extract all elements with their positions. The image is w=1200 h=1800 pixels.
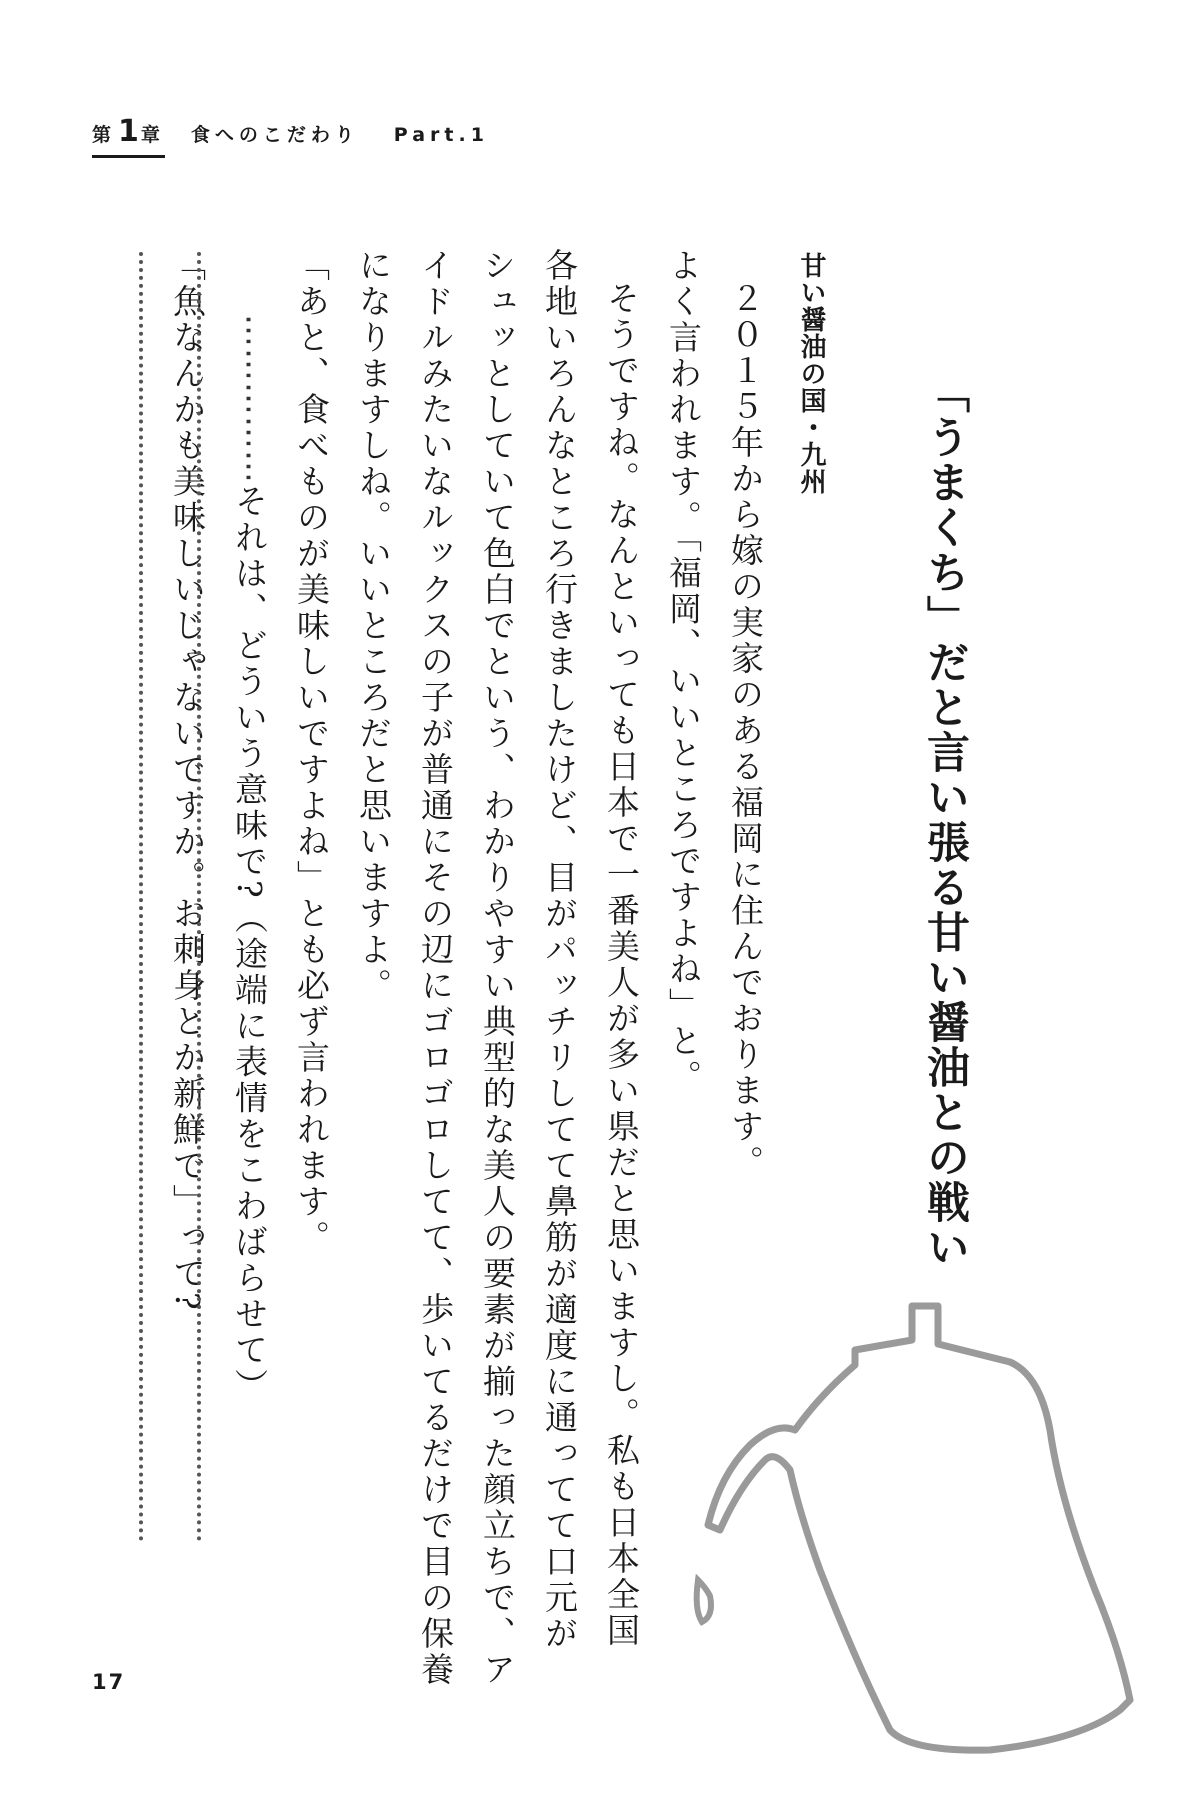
body-line: 各地いろんなところ行きましたけど、目がパッチリしてて鼻筋が適度に通ってて口元が xyxy=(540,248,579,1652)
dotted-rule xyxy=(197,252,201,1542)
body-line: よく言われます。「福岡、いいところですよね」と。 xyxy=(664,248,703,1096)
body-line: ２０１５年から嫁の実家のある福岡に住んでおります。 xyxy=(726,281,765,1181)
dotted-rule xyxy=(139,252,143,1542)
body-line: そうですね。なんといっても日本で一番美人が多い県だと思いますし。私も日本全国 xyxy=(602,281,641,1649)
chapter-label xyxy=(92,114,165,158)
soy-sauce-pot-icon xyxy=(680,1300,1200,1800)
body-line: になりますしね。いいところだと思いますよ。 xyxy=(354,248,393,1004)
page-number: 17 xyxy=(92,1670,126,1694)
leader-dots: ⋯⋯⋯⋯⋯ xyxy=(230,314,269,484)
chapter-suffix: 章 xyxy=(140,124,165,146)
body-line xyxy=(218,248,280,1588)
chapter-number: 1 xyxy=(118,114,139,149)
body-line-text: それは、どういう意味で?（途端に表情をこわばらせて） xyxy=(230,484,269,1405)
part-label: Part.1 xyxy=(393,124,489,146)
body-line: 「あと、食べものが美味しいですよね」とも必ず言われます。 xyxy=(292,248,331,1256)
running-header xyxy=(92,114,489,158)
chapter-title: 食へのこだわり xyxy=(190,124,359,146)
body-line: シュッとしていて色白でという、わかりやすい典型的な美人の要素が揃った顔立ちで、ア xyxy=(478,248,517,1688)
body-line: イドルみたいなルックスの子が普通にその辺にゴロゴロしてて、歩いてるだけで目の保養 xyxy=(416,248,455,1688)
chapter-prefix: 第 xyxy=(92,124,117,146)
section-subhead: 甘い醤油の国・九州 xyxy=(796,252,826,495)
article-title: 「うまくち」だと言い張る甘い醤油との戦い xyxy=(920,370,970,1270)
body-line: 「魚なんかも美味しいじゃないですか。お刺身とか新鮮で」って? xyxy=(168,248,207,1313)
